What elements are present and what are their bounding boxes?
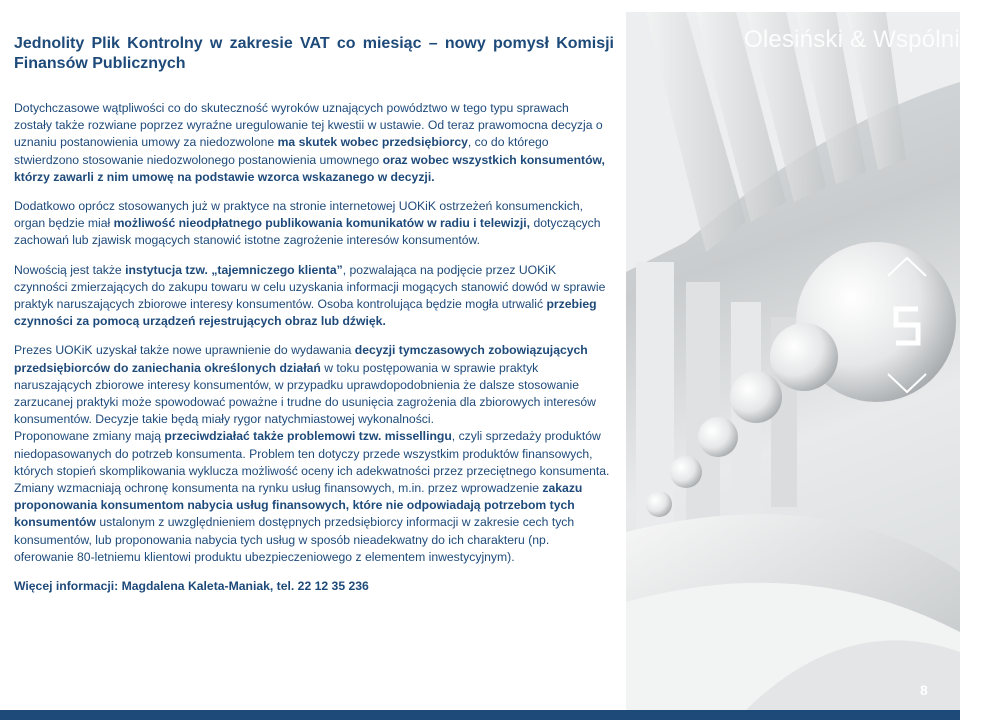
chevron-up-icon[interactable] (886, 254, 928, 278)
p4-bold-1: decyzji tymczasowych zobowiązujących przedsiębiorców do zaniechania określonych działań (14, 343, 588, 375)
article-body (14, 100, 610, 607)
p5-bold-2: zakazu proponowania konsumentom nabycia usług finansowych, które nie odpowiadają potrzebom tych konsumentów (14, 481, 583, 530)
decorative-art-svg (626, 12, 960, 710)
brand-logo: Olesiński & Wspólnicy (744, 26, 984, 53)
p1-text-2: , co do którego stwierdzono stosowanie niedozwolonego postanowienia umownego (14, 135, 549, 167)
p5-text-1: Proponowane zmiany mają (14, 429, 165, 444)
p5-text-2: , czyli sprzedaży produktów niedopasowanych do potrzeb konsumenta. Problem ten dotyczy przede wszystkim produktów finansowych, których stopień skomplikowania wyklucza możliwość oceny ich adekwatności przez przeciętnego konsumenta. Zmiany wzmacniają ochronę konsumenta na rynku usług finansowych, m.in. przez wprowadzenie (14, 429, 610, 496)
p3-bold-1: instytucja tzw. „tajemniczego klienta” (125, 262, 343, 277)
s-logo-icon (890, 306, 924, 346)
p2-bold-1: możliwość nieodpłatnego publikowania komunikatów w radiu i telewizji, (113, 216, 531, 231)
contact-info (14, 578, 610, 595)
chevron-down-icon[interactable] (886, 372, 928, 396)
bottom-band (0, 710, 960, 720)
p3-bold-2: przebieg czynności za pomocą urządzeń rejestrujących obraz lub dźwięk. (14, 297, 597, 329)
p3-text-2: , pozwalająca na podjęcie przez UOKiK czynności zmierzających do zakupu towaru w celu uzyskania informacji mogących stanowić dowód w sprawie praktyk naruszających zbiorowe interesy konsumentów. Osoba kontrolująca będzie mogła utrwalić (14, 262, 606, 312)
paragraph-2 (14, 198, 610, 250)
p4-text-1: Prezes UOKiK uzyskał także nowe uprawnienie do wydawania (14, 343, 355, 358)
p1-bold-2: oraz wobec wszystkich konsumentów, którzy zawarli z nim umowę na podstawie wzorca wskazanego w decyzji. (14, 152, 605, 184)
decorative-art (626, 12, 984, 710)
p5-text-3: ustalonym z uwzględnieniem dostępnych przedsiębiorcy informacji w zakresie cech tych konsumentów, lub proponowania nabycia tych usług w sposób nieadekwatny do ich charakteru (np. oferowanie 80-letniemu klientowi produktu ubezpieczeniowego z elementem inwestycyjnym). (14, 515, 575, 564)
paragraph-3 (14, 262, 610, 331)
p2-text-2: dotyczących zachowań lub zjawisk mogących stanowić istotne zagrożenie interesów konsumentów. (14, 216, 601, 248)
paragraph-1 (14, 100, 610, 186)
top-band (0, 0, 960, 12)
p1-text-1: Dotychczasowe wątpliwości co do skuteczność wyroków uznających powództwo w tego typu sprawach zostały także rozwiane poprzez wyraźne uregulowanie tej kwestii w ustawie. Od teraz prawomocna decyzja o uznaniu postanowienia umowy za niedozwolone (14, 101, 603, 150)
page-title: Jednolity Plik Kontrolny w zakresie VAT co miesiąc – nowy pomysł Komisji Finansów Publicznych (14, 35, 614, 72)
p2-text-1: Dodatkowo oprócz stosowanych już w praktyce na stronie internetowej UOKiK ostrzeżeń konsumenckich, organ będzie miał (14, 199, 584, 231)
p4-text-2: w toku postępowania w sprawie praktyk naruszających zbiorowe interesy konsumentów, w przypadku uprawdopodobnienia że dalsze stosowanie zarzucanej praktyki może spowodować poważne i trudne do usunięcia zagrożenia dla zbiorowych interesów konsumentów. Decyzje takie będą miały rygor natychmiastowej wykonalności. (14, 360, 596, 427)
paragraph-4 (14, 342, 610, 428)
page-number: 8 (920, 682, 928, 698)
paragraph-5 (14, 428, 610, 566)
p1-bold-1: ma skutek wobec przedsiębiorcy (277, 135, 468, 150)
p5-bold-1: przeciwdziałać także problemowi tzw. missellingu (164, 429, 452, 444)
p3-text-1: Nowością jest także (14, 262, 126, 277)
contact-text: Więcej informacji: Magdalena Kaleta-Maniak, tel. 22 12 35 236 (14, 579, 369, 594)
